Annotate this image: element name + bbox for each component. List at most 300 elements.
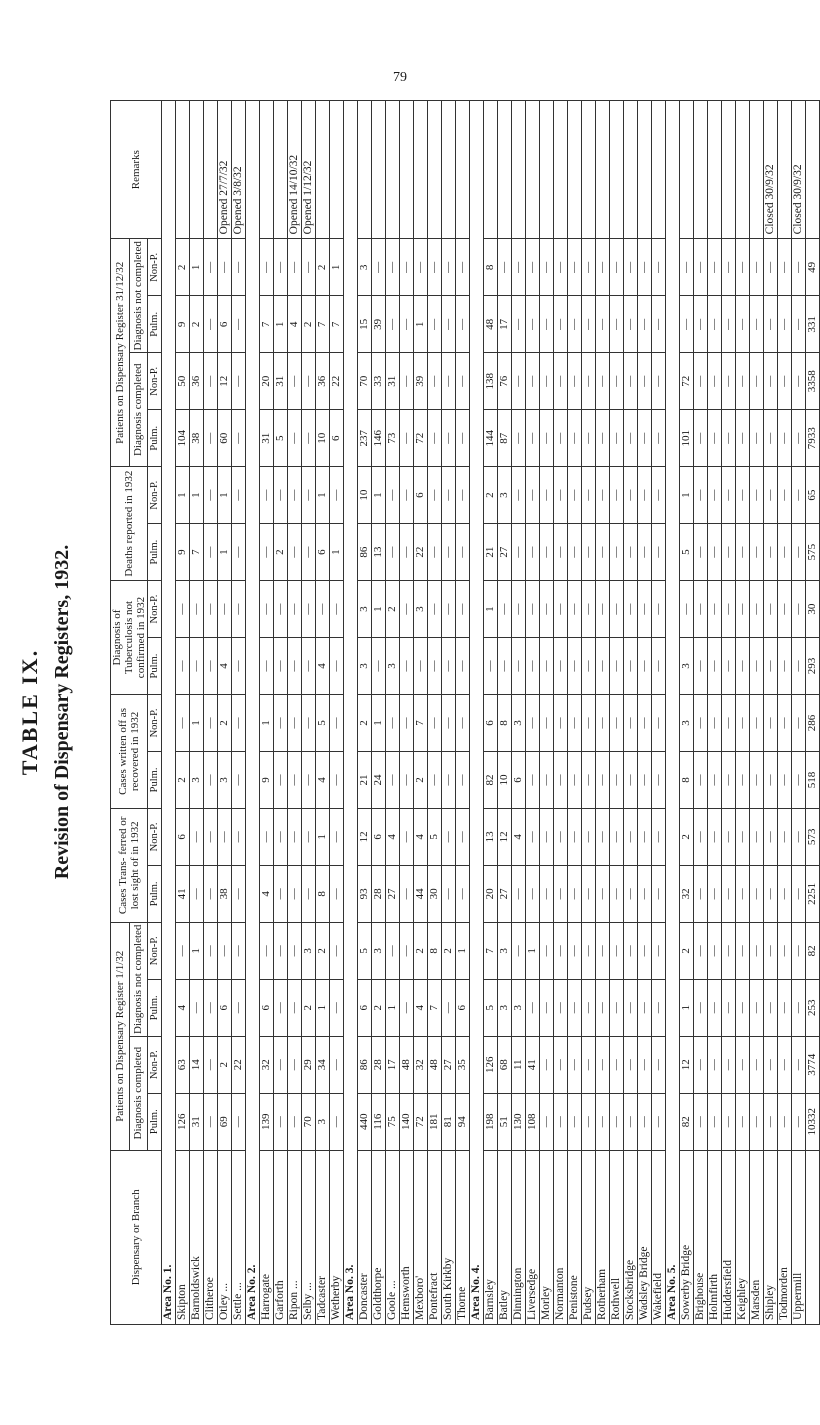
- value-cell: —: [456, 581, 470, 638]
- value-cell: —: [736, 865, 750, 922]
- value-cell: 2: [190, 296, 204, 353]
- value-cell: —: [722, 865, 736, 922]
- value-cell: —: [778, 524, 792, 581]
- value-cell: —: [722, 979, 736, 1036]
- value-cell: —: [260, 467, 274, 524]
- dispensary-name: Liversedge: [526, 1150, 540, 1324]
- value-cell: —: [456, 467, 470, 524]
- value-cell: —: [708, 638, 722, 695]
- value-cell: —: [442, 524, 456, 581]
- value-cell: —: [792, 467, 806, 524]
- value-cell: —: [232, 751, 246, 808]
- table-row: [288, 101, 302, 1325]
- value-cell: —: [596, 751, 610, 808]
- value-cell: 93: [358, 865, 372, 922]
- value-cell: 10: [358, 467, 372, 524]
- table-row: [428, 101, 442, 1325]
- subheader-pulm: Pulm.: [148, 638, 162, 695]
- value-cell: 7: [484, 922, 498, 979]
- value-cell: —: [722, 808, 736, 865]
- value-cell: —: [778, 467, 792, 524]
- value-cell: —: [694, 865, 708, 922]
- value-cell: 1: [190, 922, 204, 979]
- value-cell: —: [302, 808, 316, 865]
- value-cell: —: [708, 865, 722, 922]
- value-cell: —: [750, 1093, 764, 1150]
- value-cell: —: [582, 808, 596, 865]
- table-row: [218, 101, 232, 1325]
- value-cell: —: [792, 638, 806, 695]
- value-cell: 1: [372, 695, 386, 752]
- value-cell: 126: [176, 1093, 190, 1150]
- value-cell: 144: [484, 410, 498, 467]
- value-cell: —: [400, 581, 414, 638]
- subheader-nonp: Non-P.: [148, 239, 162, 296]
- value-cell: 3: [358, 239, 372, 296]
- remarks-cell: [372, 101, 386, 239]
- dispensary-name: Garforth: [274, 1150, 288, 1324]
- value-cell: —: [232, 865, 246, 922]
- subheader-nonp: Non-P.: [148, 353, 162, 410]
- subheader-pulm: Pulm.: [148, 751, 162, 808]
- value-cell: 1: [316, 808, 330, 865]
- value-cell: —: [638, 1036, 652, 1093]
- value-cell: —: [792, 979, 806, 1036]
- value-cell: —: [428, 524, 442, 581]
- value-cell: —: [302, 638, 316, 695]
- value-cell: —: [596, 979, 610, 1036]
- value-cell: 1: [680, 467, 694, 524]
- value-cell: —: [736, 1093, 750, 1150]
- value-cell: —: [708, 808, 722, 865]
- remarks-cell: [694, 101, 708, 239]
- value-cell: —: [694, 979, 708, 1036]
- value-cell: —: [596, 296, 610, 353]
- value-cell: —: [554, 467, 568, 524]
- value-cell: —: [722, 410, 736, 467]
- value-cell: —: [736, 467, 750, 524]
- value-cell: 31: [190, 1093, 204, 1150]
- table-row: [498, 101, 512, 1325]
- value-cell: —: [330, 1036, 344, 1093]
- value-cell: —: [288, 638, 302, 695]
- value-cell: 69: [218, 1093, 232, 1150]
- value-cell: —: [736, 695, 750, 752]
- value-cell: —: [400, 638, 414, 695]
- area-label: Area No. 3.: [344, 101, 358, 1325]
- value-cell: 70: [358, 353, 372, 410]
- remarks-cell: [428, 101, 442, 239]
- value-cell: —: [540, 638, 554, 695]
- value-cell: —: [694, 922, 708, 979]
- value-cell: —: [778, 581, 792, 638]
- value-cell: —: [764, 353, 778, 410]
- value-cell: —: [792, 353, 806, 410]
- value-cell: 2: [302, 979, 316, 1036]
- value-cell: —: [596, 353, 610, 410]
- value-cell: —: [232, 410, 246, 467]
- remarks-cell: [456, 101, 470, 239]
- value-cell: —: [330, 638, 344, 695]
- value-cell: —: [540, 695, 554, 752]
- value-cell: —: [274, 922, 288, 979]
- value-cell: —: [540, 353, 554, 410]
- value-cell: —: [708, 296, 722, 353]
- value-cell: 63: [176, 1036, 190, 1093]
- value-cell: —: [764, 239, 778, 296]
- value-cell: 72: [680, 353, 694, 410]
- value-cell: 4: [218, 638, 232, 695]
- value-cell: —: [638, 751, 652, 808]
- value-cell: —: [736, 239, 750, 296]
- value-cell: 1: [260, 695, 274, 752]
- value-cell: 32: [680, 865, 694, 922]
- value-cell: 4: [316, 751, 330, 808]
- value-cell: —: [540, 1093, 554, 1150]
- value-cell: 34: [316, 1036, 330, 1093]
- value-cell: 1: [414, 296, 428, 353]
- dispensary-name: Skipton: [176, 1150, 190, 1324]
- value-cell: 20: [484, 865, 498, 922]
- table-row: [708, 101, 722, 1325]
- area-row: [666, 101, 680, 1325]
- value-cell: —: [610, 751, 624, 808]
- value-cell: —: [722, 524, 736, 581]
- value-cell: —: [582, 922, 596, 979]
- value-cell: —: [442, 695, 456, 752]
- table-row: [260, 101, 274, 1325]
- value-cell: —: [638, 865, 652, 922]
- value-cell: —: [428, 410, 442, 467]
- value-cell: —: [708, 353, 722, 410]
- value-cell: —: [582, 524, 596, 581]
- value-cell: —: [260, 922, 274, 979]
- total-cell: 575: [806, 524, 820, 581]
- table-row: [456, 101, 470, 1325]
- remarks-cell: Opened 3/8/32: [232, 101, 246, 239]
- header-remarks: Remarks: [111, 101, 162, 239]
- value-cell: 7: [414, 695, 428, 752]
- value-cell: —: [302, 581, 316, 638]
- value-cell: 4: [386, 808, 400, 865]
- value-cell: —: [610, 1093, 624, 1150]
- dispensary-name: Sowerby Bridge: [680, 1150, 694, 1324]
- value-cell: —: [288, 695, 302, 752]
- value-cell: —: [386, 296, 400, 353]
- dispensary-name: Normanton: [554, 1150, 568, 1324]
- value-cell: —: [736, 751, 750, 808]
- remarks-cell: [708, 101, 722, 239]
- value-cell: 3: [414, 581, 428, 638]
- area-label: Area No. 4.: [470, 101, 484, 1325]
- value-cell: 2: [218, 1036, 232, 1093]
- value-cell: —: [232, 808, 246, 865]
- table-row: [442, 101, 456, 1325]
- value-cell: —: [722, 467, 736, 524]
- value-cell: 1: [680, 979, 694, 1036]
- value-cell: —: [694, 467, 708, 524]
- value-cell: 3: [512, 979, 526, 1036]
- value-cell: —: [400, 239, 414, 296]
- value-cell: 6: [372, 808, 386, 865]
- value-cell: —: [722, 751, 736, 808]
- value-cell: 3: [498, 922, 512, 979]
- value-cell: —: [792, 922, 806, 979]
- value-cell: —: [512, 865, 526, 922]
- value-cell: 12: [218, 353, 232, 410]
- dispensary-name: Keighley: [736, 1150, 750, 1324]
- value-cell: —: [596, 239, 610, 296]
- value-cell: —: [694, 1093, 708, 1150]
- value-cell: 17: [386, 1036, 400, 1093]
- value-cell: 3: [302, 922, 316, 979]
- value-cell: —: [554, 581, 568, 638]
- value-cell: —: [512, 922, 526, 979]
- value-cell: —: [778, 1093, 792, 1150]
- value-cell: —: [778, 1036, 792, 1093]
- total-cell: 3774: [806, 1036, 820, 1093]
- header-register-end: Patients on Dispensary Register 31/12/32: [111, 239, 130, 467]
- value-cell: —: [204, 922, 218, 979]
- value-cell: —: [750, 353, 764, 410]
- totals-row: [806, 101, 820, 1325]
- value-cell: 12: [498, 808, 512, 865]
- value-cell: 1: [218, 467, 232, 524]
- value-cell: —: [554, 865, 568, 922]
- value-cell: 48: [428, 1036, 442, 1093]
- value-cell: 146: [372, 410, 386, 467]
- remarks-cell: [596, 101, 610, 239]
- register-table: [110, 100, 820, 1325]
- value-cell: —: [554, 239, 568, 296]
- table-row: [484, 101, 498, 1325]
- value-cell: —: [652, 638, 666, 695]
- dispensary-name: Doncaster: [358, 1150, 372, 1324]
- value-cell: —: [274, 695, 288, 752]
- value-cell: —: [722, 695, 736, 752]
- value-cell: 27: [386, 865, 400, 922]
- table-row: [414, 101, 428, 1325]
- value-cell: —: [778, 239, 792, 296]
- value-cell: —: [638, 410, 652, 467]
- area-row: [246, 101, 260, 1325]
- value-cell: 39: [414, 353, 428, 410]
- remarks-cell: [624, 101, 638, 239]
- value-cell: —: [232, 524, 246, 581]
- remarks-cell: [316, 101, 330, 239]
- value-cell: 13: [372, 524, 386, 581]
- dispensary-name: Marsden: [750, 1150, 764, 1324]
- value-cell: —: [204, 410, 218, 467]
- dispensary-name: Rothwell: [610, 1150, 624, 1324]
- header-transferred: Cases Trans- ferred or lost sight of in 1932: [111, 808, 148, 922]
- value-cell: —: [554, 1093, 568, 1150]
- value-cell: 86: [358, 524, 372, 581]
- value-cell: —: [386, 751, 400, 808]
- value-cell: 15: [358, 296, 372, 353]
- header-diag-completed-a: Diagnosis completed: [129, 1036, 148, 1150]
- value-cell: —: [330, 808, 344, 865]
- register-table-wrapper: [110, 100, 818, 1325]
- value-cell: 116: [372, 1093, 386, 1150]
- header-not-confirmed: Diagnosis of Tuberculosis not confirmed in 1932: [111, 581, 148, 695]
- value-cell: 130: [512, 1093, 526, 1150]
- value-cell: —: [596, 524, 610, 581]
- value-cell: —: [540, 524, 554, 581]
- value-cell: —: [232, 239, 246, 296]
- table-row: [372, 101, 386, 1325]
- value-cell: —: [288, 353, 302, 410]
- value-cell: —: [330, 467, 344, 524]
- dispensary-name: Wetherby: [330, 1150, 344, 1324]
- value-cell: —: [540, 922, 554, 979]
- remarks-cell: Closed 30/9/32: [792, 101, 806, 239]
- value-cell: —: [694, 296, 708, 353]
- value-cell: 14: [190, 1036, 204, 1093]
- value-cell: —: [694, 638, 708, 695]
- value-cell: 24: [372, 751, 386, 808]
- total-cell: 2251: [806, 865, 820, 922]
- subheader-row: [148, 101, 162, 1325]
- value-cell: —: [442, 581, 456, 638]
- table-row: [358, 101, 372, 1325]
- value-cell: —: [540, 1036, 554, 1093]
- value-cell: —: [708, 581, 722, 638]
- value-cell: 6: [260, 979, 274, 1036]
- value-cell: —: [652, 865, 666, 922]
- value-cell: 1: [526, 922, 540, 979]
- value-cell: 1: [176, 467, 190, 524]
- value-cell: —: [652, 979, 666, 1036]
- value-cell: —: [540, 296, 554, 353]
- value-cell: —: [568, 410, 582, 467]
- value-cell: —: [428, 296, 442, 353]
- dispensary-name: Selby ...: [302, 1150, 316, 1324]
- value-cell: 41: [526, 1036, 540, 1093]
- value-cell: 9: [176, 296, 190, 353]
- value-cell: —: [456, 808, 470, 865]
- value-cell: —: [526, 865, 540, 922]
- subheader-pulm: Pulm.: [148, 1093, 162, 1150]
- value-cell: —: [456, 638, 470, 695]
- total-cell: 518: [806, 751, 820, 808]
- value-cell: —: [204, 1036, 218, 1093]
- value-cell: 39: [372, 296, 386, 353]
- table-row: [554, 101, 568, 1325]
- value-cell: —: [554, 296, 568, 353]
- value-cell: —: [652, 296, 666, 353]
- value-cell: —: [274, 751, 288, 808]
- value-cell: 20: [260, 353, 274, 410]
- value-cell: —: [288, 239, 302, 296]
- value-cell: 3: [680, 638, 694, 695]
- value-cell: —: [554, 979, 568, 1036]
- value-cell: —: [456, 695, 470, 752]
- value-cell: —: [638, 239, 652, 296]
- value-cell: —: [512, 581, 526, 638]
- value-cell: —: [596, 808, 610, 865]
- value-cell: —: [610, 1036, 624, 1093]
- value-cell: —: [442, 638, 456, 695]
- value-cell: 31: [260, 410, 274, 467]
- value-cell: —: [638, 296, 652, 353]
- value-cell: —: [568, 979, 582, 1036]
- value-cell: —: [204, 865, 218, 922]
- value-cell: 2: [414, 751, 428, 808]
- remarks-cell: [512, 101, 526, 239]
- header-diag-not-completed-b: Diagnosis not completed: [129, 239, 148, 353]
- table-body: [162, 101, 820, 1325]
- value-cell: —: [540, 751, 554, 808]
- value-cell: —: [596, 467, 610, 524]
- subheader-nonp: Non-P.: [148, 1036, 162, 1093]
- value-cell: —: [610, 979, 624, 1036]
- value-cell: 4: [414, 808, 428, 865]
- table-row: [736, 101, 750, 1325]
- value-cell: 51: [498, 1093, 512, 1150]
- remarks-cell: [204, 101, 218, 239]
- value-cell: —: [624, 1036, 638, 1093]
- value-cell: —: [400, 979, 414, 1036]
- value-cell: —: [526, 239, 540, 296]
- value-cell: —: [400, 410, 414, 467]
- value-cell: 38: [190, 410, 204, 467]
- value-cell: —: [792, 410, 806, 467]
- value-cell: —: [204, 695, 218, 752]
- value-cell: 73: [386, 410, 400, 467]
- dispensary-name: Ripon ...: [288, 1150, 302, 1324]
- value-cell: 3: [190, 751, 204, 808]
- remarks-cell: [638, 101, 652, 239]
- value-cell: —: [204, 979, 218, 1036]
- value-cell: —: [526, 979, 540, 1036]
- value-cell: —: [792, 581, 806, 638]
- value-cell: —: [540, 808, 554, 865]
- value-cell: —: [554, 1036, 568, 1093]
- value-cell: —: [372, 638, 386, 695]
- value-cell: —: [596, 922, 610, 979]
- value-cell: —: [722, 239, 736, 296]
- value-cell: —: [176, 695, 190, 752]
- value-cell: —: [526, 353, 540, 410]
- value-cell: —: [288, 1036, 302, 1093]
- value-cell: 1: [190, 467, 204, 524]
- value-cell: —: [694, 581, 708, 638]
- dispensary-name: Settle ...: [232, 1150, 246, 1324]
- value-cell: —: [610, 296, 624, 353]
- area-label: Area No. 5.: [666, 101, 680, 1325]
- value-cell: —: [568, 1036, 582, 1093]
- value-cell: —: [582, 638, 596, 695]
- value-cell: 3: [358, 581, 372, 638]
- value-cell: —: [330, 751, 344, 808]
- value-cell: —: [386, 467, 400, 524]
- table-row: [274, 101, 288, 1325]
- table-row: [638, 101, 652, 1325]
- value-cell: —: [372, 239, 386, 296]
- value-cell: —: [778, 922, 792, 979]
- value-cell: —: [260, 581, 274, 638]
- dispensary-name: Penistone: [568, 1150, 582, 1324]
- value-cell: —: [568, 751, 582, 808]
- value-cell: —: [512, 239, 526, 296]
- value-cell: 68: [498, 1036, 512, 1093]
- value-cell: —: [582, 695, 596, 752]
- value-cell: 1: [190, 695, 204, 752]
- value-cell: —: [400, 922, 414, 979]
- value-cell: 1: [386, 979, 400, 1036]
- value-cell: —: [428, 467, 442, 524]
